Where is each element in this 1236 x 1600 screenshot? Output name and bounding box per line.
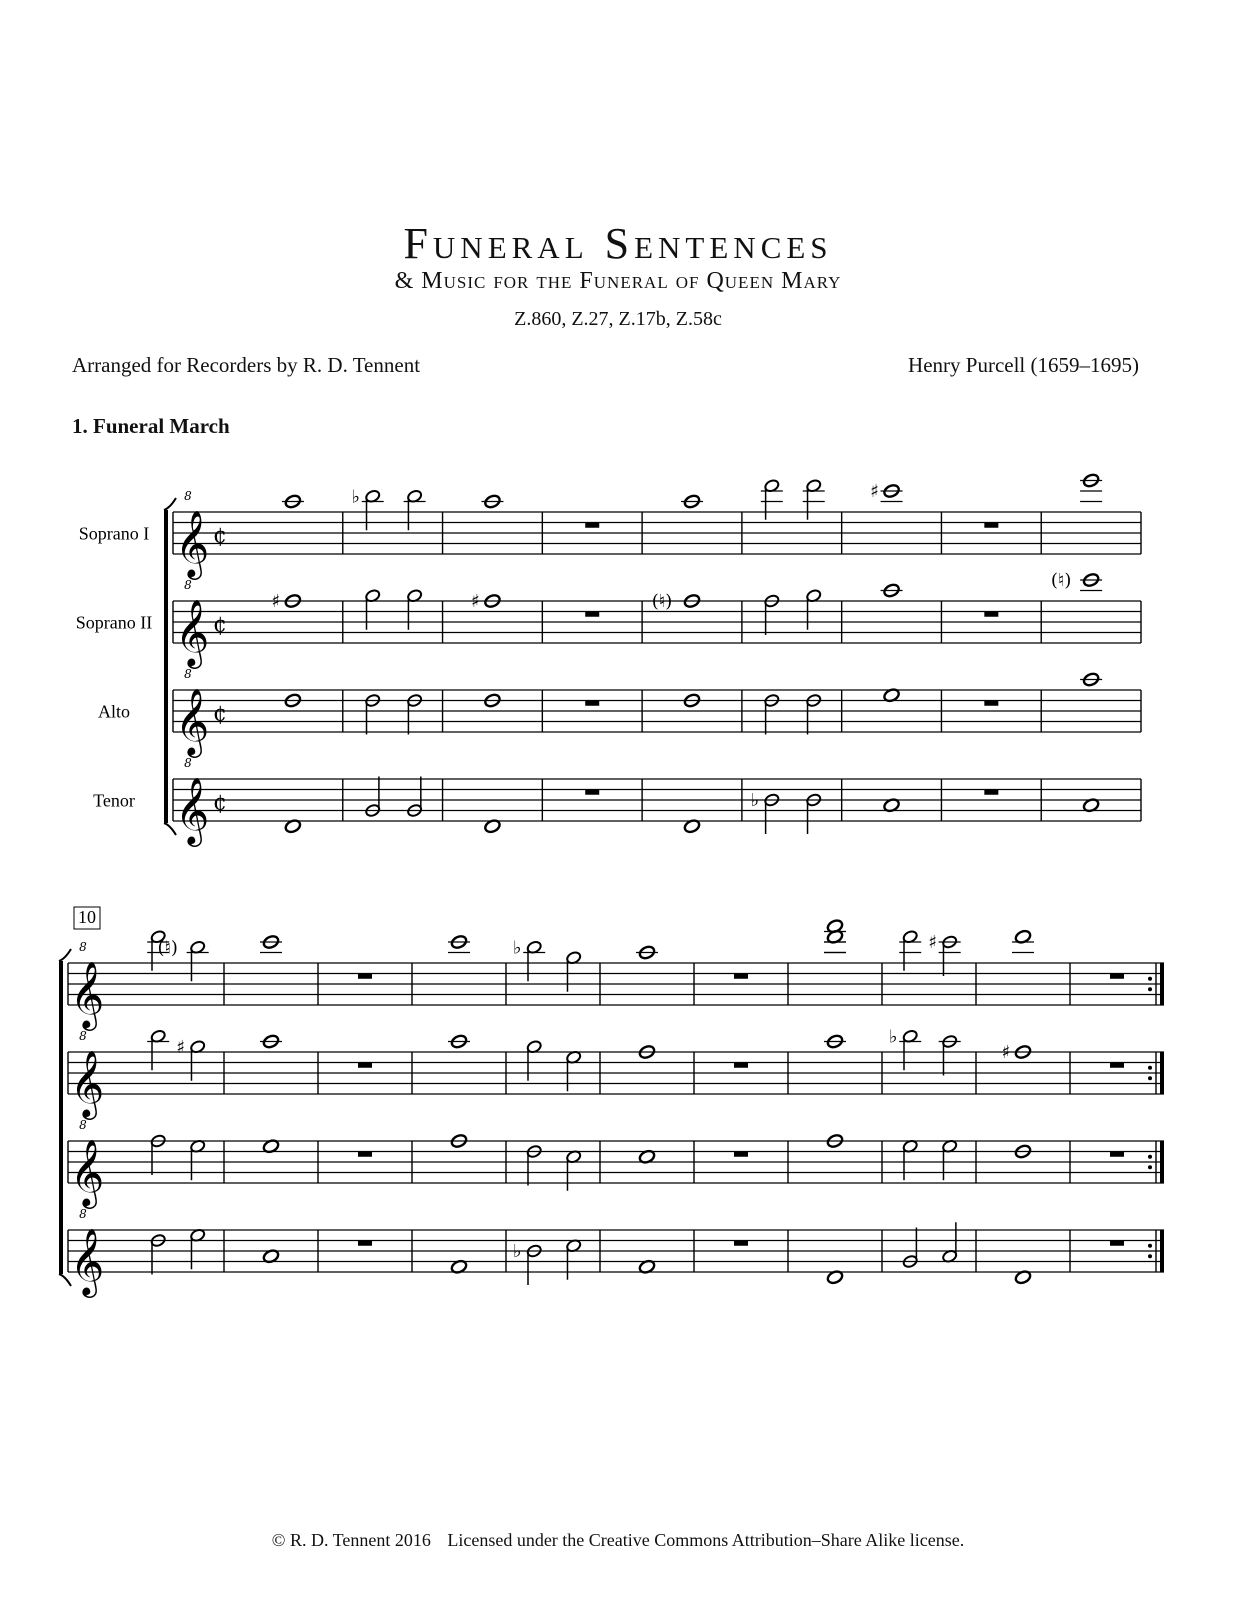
whole-rest bbox=[734, 1063, 748, 1068]
copyright-notice: © R. D. Tennent 2016 bbox=[271, 1530, 431, 1550]
accidental: ♭ bbox=[512, 937, 522, 959]
license-notice: Licensed under the Creative Commons Attribution–Share Alike license. bbox=[447, 1530, 965, 1550]
whole-rest bbox=[358, 974, 372, 979]
accidental: ♯ bbox=[870, 481, 879, 502]
whole-rest bbox=[734, 974, 748, 979]
octave-mark: 8 bbox=[79, 1118, 87, 1132]
octave-mark: 8 bbox=[79, 1207, 87, 1221]
time-signature: ¢ bbox=[213, 701, 227, 727]
part-name: Alto bbox=[97, 701, 131, 722]
accidental: ♯ bbox=[1001, 1042, 1011, 1063]
accidental: (♮) bbox=[157, 937, 178, 959]
whole-rest bbox=[984, 701, 998, 706]
octave-mark: 8 bbox=[184, 578, 192, 592]
time-signature: ¢ bbox=[213, 612, 227, 638]
accidental: ♭ bbox=[351, 486, 360, 508]
treble-clef-icon: 𝄞 bbox=[70, 1227, 105, 1295]
measure-number: 10 bbox=[78, 907, 96, 927]
repeat-dot bbox=[1148, 1076, 1152, 1080]
time-signature: ¢ bbox=[213, 523, 227, 549]
repeat-dot bbox=[1148, 977, 1152, 981]
whole-rest bbox=[585, 612, 599, 617]
repeat-dot bbox=[1148, 1066, 1152, 1070]
system-bracket bbox=[59, 961, 63, 1274]
accidental: (♮) bbox=[651, 591, 673, 612]
repeat-dot bbox=[1148, 1244, 1152, 1248]
catalog-numbers: Z.860, Z.27, Z.17b, Z.58c bbox=[514, 308, 722, 330]
composer-credit: Henry Purcell (1659–1695) bbox=[908, 353, 1139, 377]
part-name: Soprano II bbox=[75, 612, 153, 633]
whole-rest bbox=[585, 790, 599, 795]
treble-clef-icon: 𝄞 bbox=[175, 509, 210, 577]
arranger-credit: Arranged for Recorders by R. D. Tennent bbox=[72, 353, 421, 377]
repeat-dot bbox=[1148, 987, 1152, 991]
movement-heading: 1. Funeral March bbox=[72, 414, 230, 438]
treble-clef-icon: 𝄞 bbox=[70, 1138, 105, 1206]
octave-mark: 8 bbox=[184, 667, 192, 681]
whole-rest bbox=[1110, 974, 1124, 979]
accidental: ♯ bbox=[928, 932, 938, 953]
time-signature: ¢ bbox=[213, 790, 227, 816]
title: Funeral Sentences bbox=[403, 219, 833, 268]
repeat-thick-barline bbox=[1160, 1052, 1164, 1094]
octave-mark: 8 bbox=[79, 940, 87, 954]
whole-rest bbox=[984, 523, 998, 528]
treble-clef-icon: 𝄞 bbox=[175, 776, 210, 844]
octave-mark: 8 bbox=[79, 1029, 87, 1043]
accidental: ♭ bbox=[750, 790, 760, 811]
whole-rest bbox=[358, 1152, 372, 1157]
whole-rest bbox=[1110, 1241, 1124, 1246]
whole-rest bbox=[1110, 1063, 1124, 1068]
treble-clef-icon: 𝄞 bbox=[70, 960, 105, 1028]
octave-mark: 8 bbox=[184, 489, 192, 503]
repeat-thick-barline bbox=[1160, 1230, 1164, 1272]
accidental: (♮) bbox=[1050, 570, 1072, 591]
repeat-thick-barline bbox=[1160, 1141, 1164, 1183]
octave-mark: 8 bbox=[184, 756, 192, 770]
subtitle: & Music for the Funeral of Queen Mary bbox=[394, 268, 842, 294]
accidental: ♭ bbox=[888, 1026, 898, 1048]
treble-clef-icon: 𝄞 bbox=[175, 687, 210, 755]
accidental: ♯ bbox=[471, 591, 480, 612]
treble-clef-icon: 𝄞 bbox=[70, 1049, 105, 1117]
repeat-dot bbox=[1148, 1155, 1152, 1159]
repeat-dot bbox=[1148, 1165, 1152, 1169]
whole-rest bbox=[734, 1241, 748, 1246]
footer bbox=[0, 1530, 1236, 1551]
whole-rest bbox=[1110, 1152, 1124, 1157]
repeat-dot bbox=[1148, 1254, 1152, 1258]
whole-rest bbox=[984, 612, 998, 617]
treble-clef-icon: 𝄞 bbox=[175, 598, 210, 666]
accidental: ♯ bbox=[176, 1036, 186, 1058]
accidental: ♭ bbox=[512, 1241, 522, 1262]
repeat-thick-barline bbox=[1160, 963, 1164, 1005]
system-bracket bbox=[164, 510, 168, 823]
whole-rest bbox=[734, 1152, 748, 1157]
whole-rest bbox=[358, 1241, 372, 1246]
whole-rest bbox=[585, 701, 599, 706]
whole-rest bbox=[984, 790, 998, 795]
accidental: ♯ bbox=[271, 591, 281, 612]
part-name: Soprano I bbox=[78, 523, 150, 544]
whole-rest bbox=[358, 1063, 372, 1068]
part-name: Tenor bbox=[93, 790, 135, 811]
whole-rest bbox=[585, 523, 599, 528]
